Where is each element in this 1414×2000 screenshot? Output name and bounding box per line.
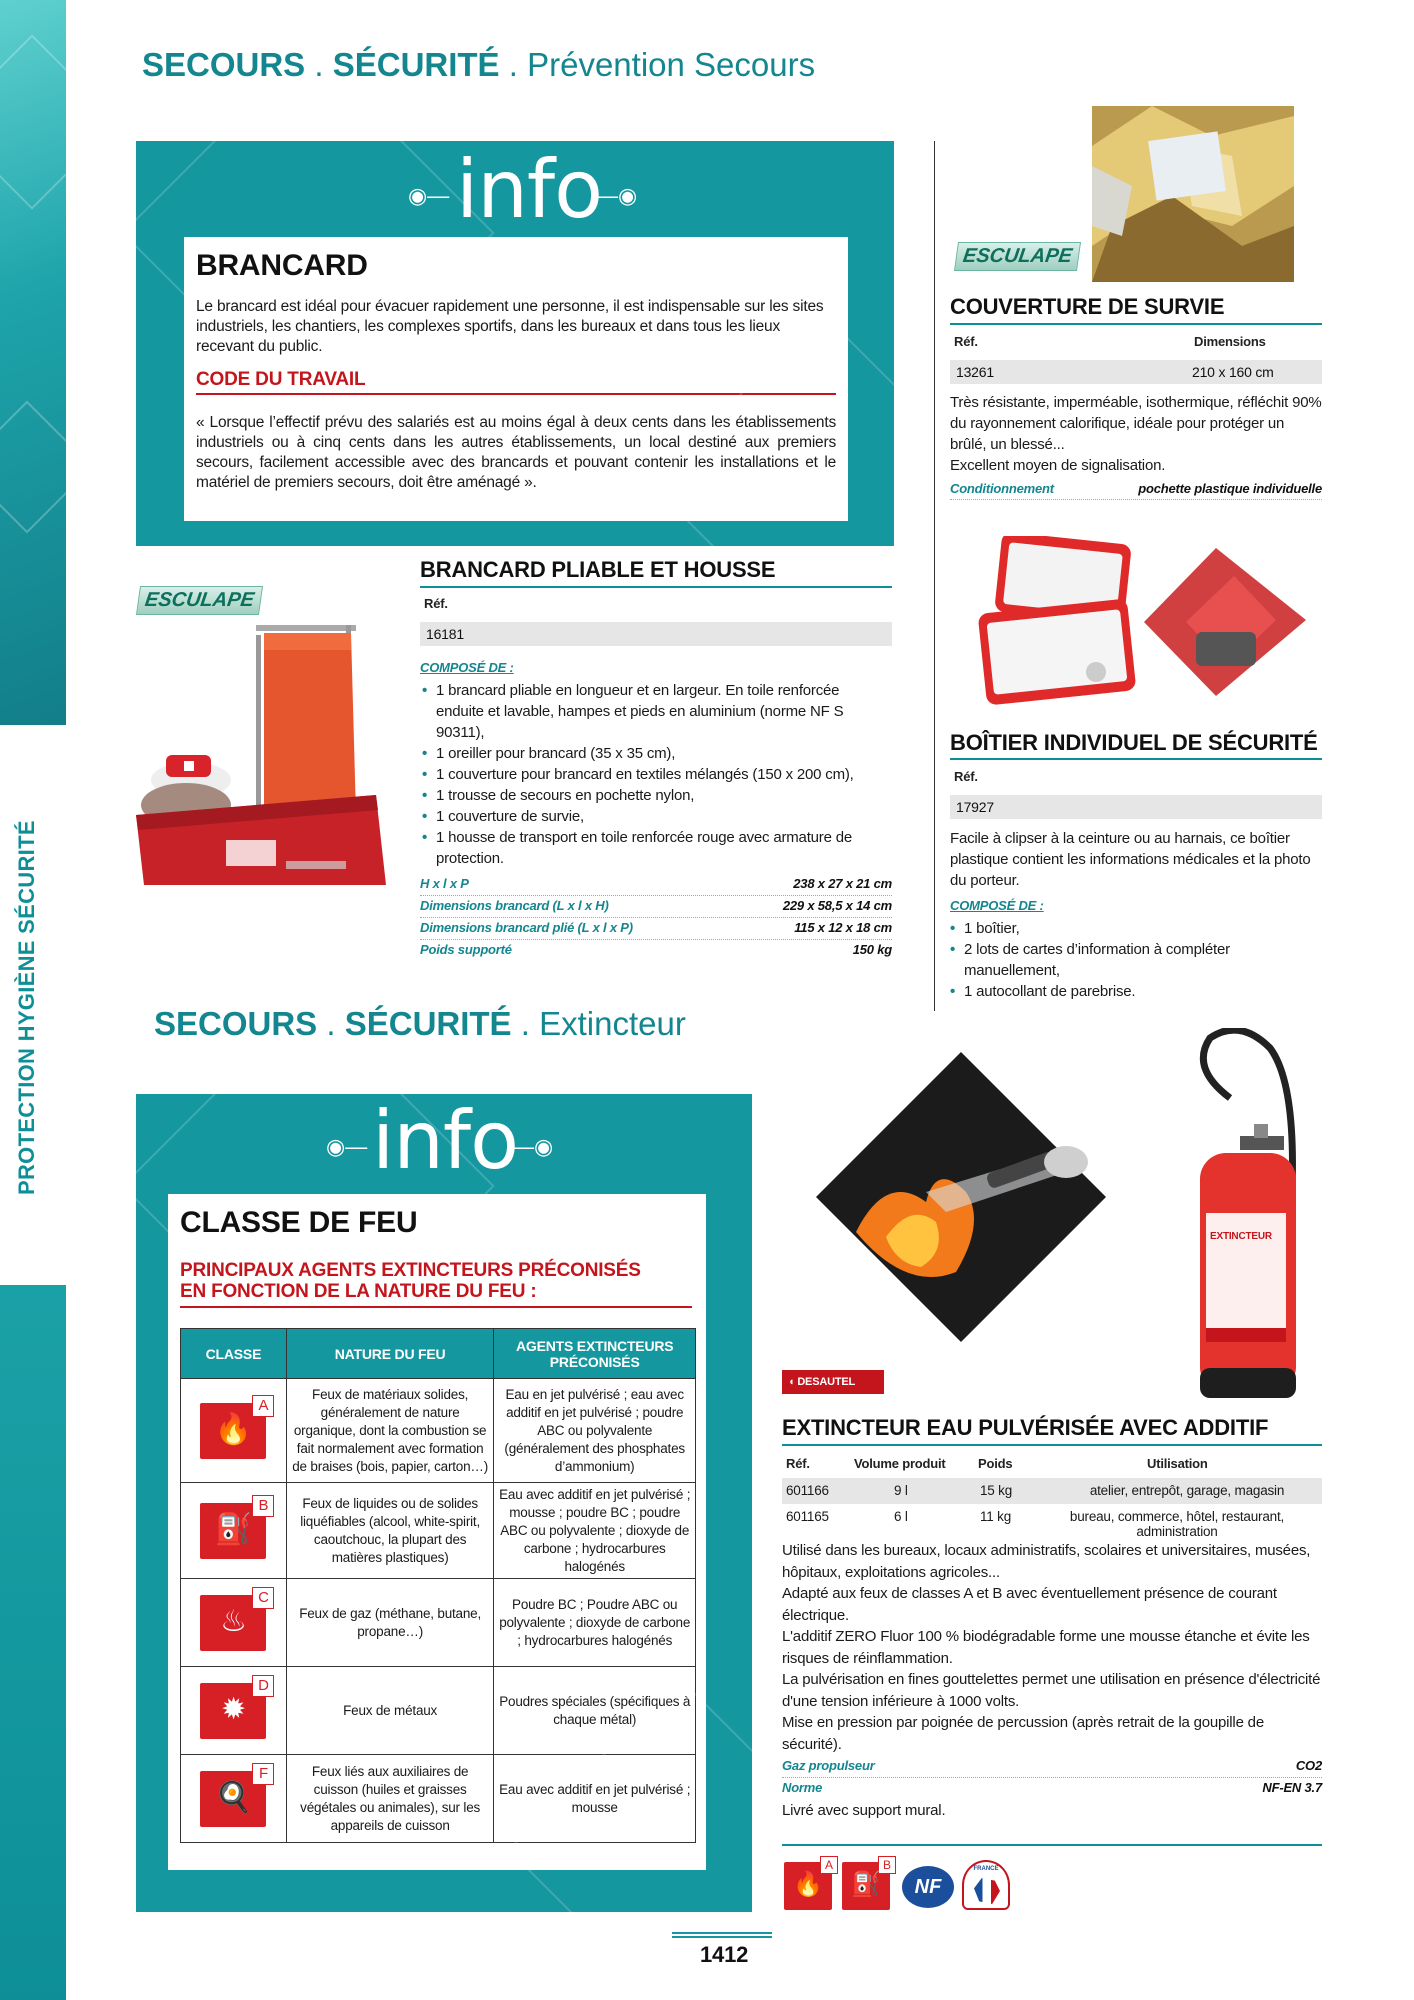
nature-cell: Feux de gaz (méthane, butane, propane…) <box>286 1579 494 1667</box>
extincteur-image <box>1180 1028 1320 1403</box>
brancard-title: BRANCARD PLIABLE ET HOUSSE <box>420 557 776 582</box>
agents-heading-line2: EN FONCTION DE LA NATURE DU FEU : <box>180 1281 537 1302</box>
extincteur-bottom-rule <box>782 1844 1322 1846</box>
spec-row <box>420 918 892 940</box>
info-decoration-left: ◉— <box>408 183 450 208</box>
boitier-compose-list <box>950 918 1280 1002</box>
page-number-rule <box>672 1936 772 1938</box>
table-header-row <box>181 1329 696 1379</box>
class-cell <box>181 1667 287 1755</box>
description-paragraph: L'additif ZERO Fluor 100 % biodégradable forme une mousse étanche et évite les risques de réinflammation. <box>782 1628 1310 1667</box>
boitier-image <box>976 536 1316 708</box>
info-decoration-left: ◉— <box>326 1134 368 1159</box>
section-title-extincteur <box>154 1005 686 1043</box>
made-in-france-badge <box>962 1860 1010 1910</box>
section-dot: . <box>508 46 518 83</box>
side-band-top <box>0 0 66 725</box>
table-row <box>181 1483 696 1579</box>
row-ref: 601166 <box>786 1483 829 1498</box>
description-paragraph: Mise en pression par poignée de percussion (après retrait de la goupille de sécurité). <box>782 1714 1264 1753</box>
col-poids: Poids <box>978 1456 1013 1471</box>
extincteur-table <box>782 1450 1322 1539</box>
section-dot: . <box>520 1005 530 1042</box>
fire-class-f-icon: F 🍳 <box>200 1771 266 1827</box>
fire-class-b-icon: B ⛽ <box>200 1503 266 1559</box>
boitier-ref-header: Réf. <box>954 769 978 784</box>
description-paragraph: La pulvérisation en fines gouttelettes permet une utilisation en présence d'électricité d'une tension inférieure à 1000 volts. <box>782 1671 1321 1710</box>
list-item: • 1 boîtier, <box>950 918 1280 939</box>
couverture-dim-header: Dimensions <box>1194 334 1266 349</box>
spec-label: Poids supporté <box>420 942 512 957</box>
section-part3: Extincteur <box>539 1005 686 1042</box>
boitier-title: BOÎTIER INDIVIDUEL DE SÉCURITÉ <box>950 730 1318 755</box>
brancard-ref-row <box>420 622 892 646</box>
couverture-title-rule <box>950 323 1322 325</box>
col-utilisation: Utilisation <box>1147 1456 1208 1471</box>
agents-cell: Poudres spéciales (spécifiques à chaque métal) <box>494 1667 696 1755</box>
extincteur-label-text: EXTINCTEUR <box>1210 1231 1272 1242</box>
spec-label: H x l x P <box>420 876 469 891</box>
extincteur-title: EXTINCTEUR EAU PULVÉRISÉE AVEC ADDITIF <box>782 1415 1269 1440</box>
spec-row <box>420 896 892 918</box>
cond-value: pochette plastique individuelle <box>1138 481 1322 496</box>
boitier-compose-label: COMPOSÉ DE : <box>950 898 1044 913</box>
esculape-logo: ESCULAPE <box>136 586 263 615</box>
nf-certification-badge: NF <box>902 1866 954 1908</box>
info-box-title: BRANCARD <box>196 249 368 282</box>
desautel-logo <box>782 1370 884 1394</box>
desautel-icon: ◖ <box>788 1376 795 1388</box>
section-part1: SECOURS <box>154 1005 318 1042</box>
description-paragraph: Utilisé dans les bureaux, locaux administratifs, scolaires et universitaires, musées, hôpitaux, exploitations agricoles... <box>782 1542 1311 1581</box>
red-divider <box>180 1306 692 1308</box>
info-word: info <box>456 143 603 236</box>
spec-label: Norme <box>782 1780 823 1795</box>
info-box-title: CLASSE DE FEU <box>180 1206 418 1239</box>
spec-label: Dimensions brancard plié (L x l x P) <box>420 920 633 935</box>
fuel-icon: ⛽ <box>851 1871 881 1898</box>
table-row <box>181 1579 696 1667</box>
spec-value: 238 x 27 x 21 cm <box>793 876 892 891</box>
boitier-description: Facile à clipser à la ceinture ou au harnais, ce boîtier plastique contient les informations médicales et la photo du porteur. <box>950 830 1311 889</box>
list-item: • 1 housse de transport en toile renforcée rouge avec armature de protection. <box>422 827 862 869</box>
col-ref: Réf. <box>786 1456 810 1471</box>
couverture-ref-header: Réf. <box>954 334 978 349</box>
extincteur-table-header <box>782 1450 1322 1478</box>
list-item: • 1 autocollant de parebrise. <box>950 981 1280 1002</box>
couverture-survie-image <box>1092 106 1294 282</box>
info-box-text: Le brancard est idéal pour évacuer rapidement une personne, il est indispensable sur les sites industriels, les chantiers, les complexes sportifs, dans les bureaux et dans tous les lieux recevant du public. <box>196 298 824 355</box>
extincteur-description <box>782 1540 1322 1755</box>
agents-cell: Eau avec additif en jet pulvérisé ; mousse <box>494 1755 696 1843</box>
couverture-description: Très résistante, imperméable, isothermique, réfléchit 90% du rayonnement calorifique, idéale pour protéger un brûlé, un blessé... Excellent moyen de signalisation. <box>950 394 1322 474</box>
fire-class-a-badge <box>784 1858 833 1910</box>
class-cell <box>181 1483 287 1579</box>
row-ref: 601165 <box>786 1509 829 1524</box>
list-item: • 1 couverture de survie, <box>422 806 862 827</box>
spec-value: NF-EN 3.7 <box>1262 1780 1322 1795</box>
badge-letter: B <box>878 1856 896 1874</box>
spec-row <box>782 1778 1322 1800</box>
badge-letter: A <box>820 1856 838 1874</box>
class-cell <box>181 1379 287 1483</box>
nature-cell: Feux liés aux auxiliaires de cuisson (huiles et graisses végétales ou animales), sur les appareils de cuisson <box>286 1755 494 1843</box>
boitier-title-rule <box>950 758 1322 760</box>
page-number-rule <box>672 1932 772 1934</box>
brancard-compose-label: COMPOSÉ DE : <box>420 660 514 675</box>
row-utilisation: atelier, entrepôt, garage, magasin <box>1089 1483 1285 1498</box>
red-divider <box>196 393 836 395</box>
section-dot: . <box>326 1005 336 1042</box>
spec-value: CO2 <box>1295 1758 1322 1773</box>
extincteur-footer-note: Livré avec support mural. <box>782 1802 946 1819</box>
boitier-ref-row <box>950 795 1322 819</box>
couverture-title: COUVERTURE DE SURVIE <box>950 294 1225 319</box>
nature-cell: Feux de liquides ou de solides liquéfiables (alcool, white-spirit, caoutchouc, la plupart des matières plastiques) <box>286 1483 494 1579</box>
side-category-label: PROTECTION HYGIÈNE SÉCURITÉ <box>14 820 39 1195</box>
cond-label: Conditionnement <box>950 481 1054 496</box>
spec-value: 150 kg <box>852 942 892 957</box>
code-du-travail-text: « Lorsque l’effectif prévu des salariés est au moins égal à deux cents dans les établissements industriels ou à cinq cents dans les autres établissements, un local destiné aux premiers secours, facilement accessible avec des brancards et pouvant contenir les installations et le matériel de premiers secours, doit être aménagé ». <box>196 414 836 491</box>
agents-cell: Eau avec additif en jet pulvérisé ; mousse ; poudre BC ; poudre ABC ou polyvalente ; dioxyde de carbone ; hydrocarbures halogénés <box>494 1483 696 1579</box>
fire-class-c-icon: C ♨ <box>200 1595 266 1651</box>
desautel-logo-text: DESAUTEL <box>797 1376 855 1388</box>
brancard-ref: 16181 <box>426 626 464 642</box>
section-title-prevention <box>142 46 815 84</box>
couverture-cond-row <box>950 480 1322 500</box>
agents-cell: Poudre BC ; Poudre ABC ou polyvalente ; dioxyde de carbone ; hydrocarbures halogénés <box>494 1579 696 1667</box>
row-volume: 9 l <box>894 1483 908 1498</box>
agents-heading <box>180 1260 641 1302</box>
info-box-classe-de-feu <box>168 1194 706 1870</box>
header-agents: AGENTS EXTINCTEURS PRÉCONISÉS <box>494 1329 696 1379</box>
table-row <box>181 1667 696 1755</box>
spec-row <box>420 874 892 896</box>
class-cell <box>181 1755 287 1843</box>
col-volume: Volume produit <box>854 1456 946 1471</box>
section-part1: SECOURS <box>142 46 306 83</box>
spec-value: 115 x 12 x 18 cm <box>794 920 892 935</box>
spec-label: Gaz propulseur <box>782 1758 875 1773</box>
code-du-travail-heading: CODE DU TRAVAIL <box>196 369 366 390</box>
nature-cell: Feux de matériaux solides, généralement de nature organique, dont la combustion se fait normalement avec formation de braises (bois, papier, carton…) <box>286 1379 494 1483</box>
spec-row <box>420 940 892 962</box>
row-utilisation: bureau, commerce, hôtel, restaurant, administration <box>1069 1509 1285 1539</box>
section-part2: SÉCURITÉ <box>344 1005 512 1042</box>
list-item: • 1 oreiller pour brancard (35 x 35 cm), <box>422 743 862 764</box>
couverture-ref-row <box>950 360 1322 384</box>
row-poids: 11 kg <box>980 1509 1012 1524</box>
brancard-specs <box>420 874 892 962</box>
row-volume: 6 l <box>894 1509 908 1524</box>
spec-label: Dimensions brancard (L x l x H) <box>420 898 609 913</box>
boitier-ref: 17927 <box>956 799 994 815</box>
spec-row <box>782 1756 1322 1778</box>
section-part3: Prévention Secours <box>527 46 816 83</box>
info-panel-classe-de-feu <box>136 1094 752 1912</box>
fire-spray-image <box>816 1052 1106 1342</box>
info-decoration-right: —◉ <box>596 183 638 208</box>
brancard-compose-list <box>422 680 862 869</box>
spec-value: 229 x 58,5 x 14 cm <box>782 898 892 913</box>
info-panel-brancard <box>136 141 894 546</box>
fire-class-b-badge <box>842 1858 891 1910</box>
fire-class-table <box>180 1328 696 1843</box>
section-part2: SÉCURITÉ <box>332 46 500 83</box>
column-divider <box>934 141 935 1011</box>
couverture-dim: 210 x 160 cm <box>1192 364 1274 380</box>
page-number: 1412 <box>700 1942 749 1967</box>
header-nature: NATURE DU FEU <box>286 1329 494 1379</box>
table-row <box>782 1478 1322 1504</box>
agents-cell: Eau en jet pulvérisé ; eau avec additif en jet pulvérisé ; poudre ABC ou polyvalente (généralement des phosphates d’ammonium) <box>494 1379 696 1483</box>
info-box-brancard <box>184 237 848 521</box>
section-dot: . <box>314 46 324 83</box>
class-cell <box>181 1579 287 1667</box>
extincteur-specs <box>782 1756 1322 1800</box>
description-paragraph: Adapté aux feux de classes A et B avec éventuellement présence de courant électrique. <box>782 1585 1277 1624</box>
couverture-ref: 13261 <box>956 364 994 380</box>
fire-class-d-icon: D ✹ <box>200 1683 266 1739</box>
table-row <box>181 1755 696 1843</box>
france-map-icon <box>974 1878 1000 1904</box>
list-item: • 2 lots de cartes d’information à compléter manuellement, <box>950 939 1280 981</box>
brancard-title-rule <box>420 586 892 588</box>
list-item: • 1 trousse de secours en pochette nylon, <box>422 785 862 806</box>
extincteur-title-rule <box>782 1444 1322 1446</box>
badge-text: FRANCE <box>973 1866 999 1872</box>
row-poids: 15 kg <box>980 1483 1013 1498</box>
info-word: info <box>372 1094 519 1187</box>
esculape-logo: ESCULAPE <box>954 242 1081 271</box>
flame-icon: 🔥 <box>793 1871 823 1898</box>
header-classe: CLASSE <box>181 1329 287 1379</box>
table-row <box>181 1379 696 1483</box>
agents-heading-line1: PRINCIPAUX AGENTS EXTINCTEURS PRÉCONISÉS <box>180 1260 641 1281</box>
list-item: • 1 brancard pliable en longueur et en largeur. En toile renforcée enduite et lavable, hampes et pieds en aluminium (norme NF S 90311), <box>422 680 862 743</box>
table-row <box>782 1504 1322 1539</box>
info-decoration-right: —◉ <box>512 1134 554 1159</box>
side-band-bottom <box>0 1285 66 2000</box>
list-item: • 1 couverture pour brancard en textiles mélangés (150 x 200 cm), <box>422 764 862 785</box>
nature-cell: Feux de métaux <box>286 1667 494 1755</box>
brancard-ref-header: Réf. <box>424 596 448 611</box>
brancard-image <box>136 615 386 915</box>
fire-class-a-icon: A 🔥 <box>200 1403 266 1459</box>
